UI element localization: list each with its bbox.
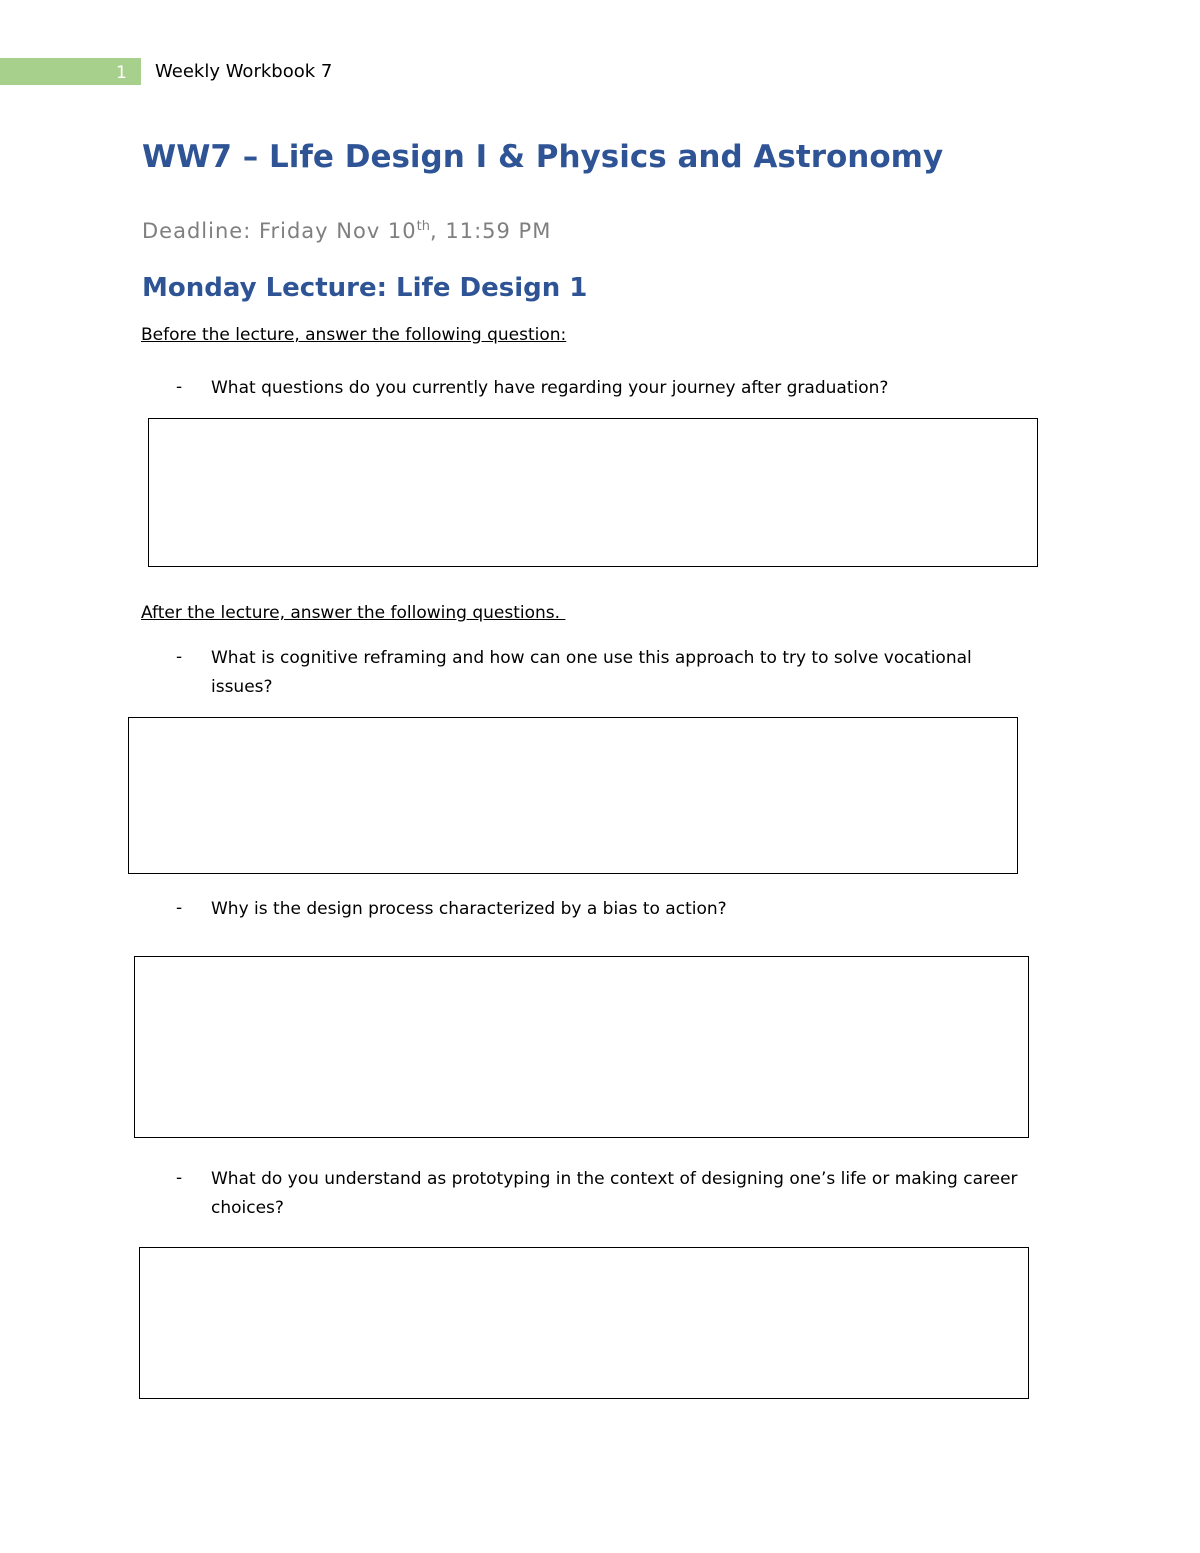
after-lecture-instruction: After the lecture, answer the following questions. (141, 603, 566, 623)
section-heading: Monday Lecture: Life Design 1 (142, 273, 588, 303)
deadline-ordinal: th (416, 219, 430, 234)
question-2-bullet: - (176, 647, 183, 667)
question-1: What questions do you currently have regarding your journey after graduation? (211, 378, 889, 398)
document-title: WW7 – Life Design I & Physics and Astronomy (142, 139, 944, 175)
deadline-time: , 11:59 PM (430, 219, 552, 243)
question-4-bullet: - (176, 1168, 183, 1188)
answer-box-4[interactable] (139, 1247, 1029, 1399)
question-3-bullet: - (176, 898, 183, 918)
question-1-bullet: - (176, 377, 183, 397)
answer-box-2[interactable] (128, 717, 1018, 874)
answer-box-3[interactable] (134, 956, 1029, 1138)
question-4: What do you understand as prototyping in the context of designing one’s life or making career choices? (211, 1169, 1018, 1218)
question-3: Why is the design process characterized by a bias to action? (211, 899, 727, 919)
question-2: What is cognitive reframing and how can one use this approach to try to solve vocational issues? (211, 648, 972, 697)
page-number: 1 (116, 63, 127, 83)
answer-box-1[interactable] (148, 418, 1038, 567)
deadline (142, 219, 551, 243)
before-lecture-instruction: Before the lecture, answer the following question: (141, 325, 567, 345)
deadline-date: Deadline: Friday Nov 10 (142, 219, 417, 243)
header-title: Weekly Workbook 7 (155, 61, 333, 82)
